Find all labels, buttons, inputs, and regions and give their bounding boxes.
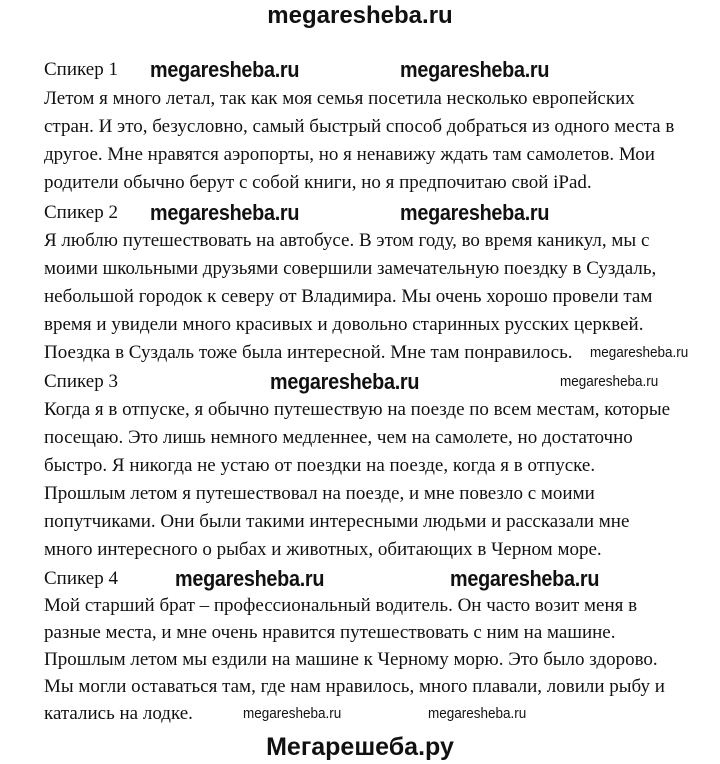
text-line: Прошлым летом я путешествовал на поезде, и мне повезло с моими	[44, 483, 595, 504]
site-header: megaresheba.ru	[267, 2, 453, 29]
speaker-3-title: Спикер 3	[44, 371, 118, 392]
text-line: катались на лодке.	[44, 703, 193, 724]
watermark-small: megaresheba.ru	[243, 705, 342, 722]
text-line: Когда я в отпуске, я обычно путешествую на поезде по всем местам, которые	[44, 399, 671, 420]
text-line: быстро. Я никогда не устаю от поездки на поезде, когда я в отпуске.	[44, 455, 596, 476]
text-line: Летом я много летал, так как моя семья посетила несколько европейских	[44, 88, 635, 109]
watermark: megaresheba.ru	[150, 57, 300, 82]
watermark: megaresheba.ru	[270, 369, 420, 394]
text-line: Я люблю путешествовать на автобусе. В этом году, во время каникул, мы с	[44, 230, 650, 251]
text-line: разные места, и мне очень нравится путешествовать с ним на машине.	[44, 622, 616, 643]
watermark: megaresheba.ru	[175, 566, 325, 591]
text-line: стран. И это, безусловно, самый быстрый способ добраться из одного места в	[44, 116, 675, 137]
watermark: megaresheba.ru	[400, 57, 550, 82]
site-footer: Мегарешеба.ру	[266, 733, 454, 761]
text-line: другое. Мне нравятся аэропорты, но я ненавижу ждать там самолетов. Мои	[44, 144, 655, 165]
speaker-2-title: Спикер 2	[44, 202, 118, 223]
watermark: megaresheba.ru	[150, 200, 300, 225]
text-line: родители обычно берут с собой книги, но я предпочитаю свой iPad.	[44, 172, 592, 193]
watermark-small: megaresheba.ru	[428, 705, 527, 722]
watermark: megaresheba.ru	[400, 200, 550, 225]
speaker-1-title: Спикер 1	[44, 59, 118, 80]
text-line: много интересного о рыбах и животных, обитающих в Черном море.	[44, 539, 602, 560]
text-line: Мой старший брат – профессиональный водитель. Он часто возит меня в	[44, 595, 638, 616]
text-line: небольшой городок к северу от Владимира. Мы очень хорошо провели там	[44, 286, 653, 307]
watermark: megaresheba.ru	[450, 566, 600, 591]
speaker-4-title: Спикер 4	[44, 568, 118, 589]
text-line: время и увидели много красивых и довольно старинных русских церквей.	[44, 314, 644, 335]
watermark-small: megaresheba.ru	[590, 344, 689, 361]
text-line: Поездка в Суздаль тоже была интересной. Мне там понравилось.	[44, 342, 573, 363]
text-line: моими школьными друзьями совершили замечательную поездку в Суздаль,	[44, 258, 657, 279]
text-line: посещаю. Это лишь немного медленнее, чем на самолете, но достаточно	[44, 427, 633, 448]
text-line: Прошлым летом мы ездили на машине к Черному морю. Это было здорово.	[44, 649, 658, 670]
watermark-small: megaresheba.ru	[560, 373, 659, 390]
text-line: попутчиками. Они были такими интересными людьми и рассказали мне	[44, 511, 630, 532]
text-line: Мы могли оставаться там, где нам нравилось, много плавали, ловили рыбу и	[44, 676, 665, 697]
